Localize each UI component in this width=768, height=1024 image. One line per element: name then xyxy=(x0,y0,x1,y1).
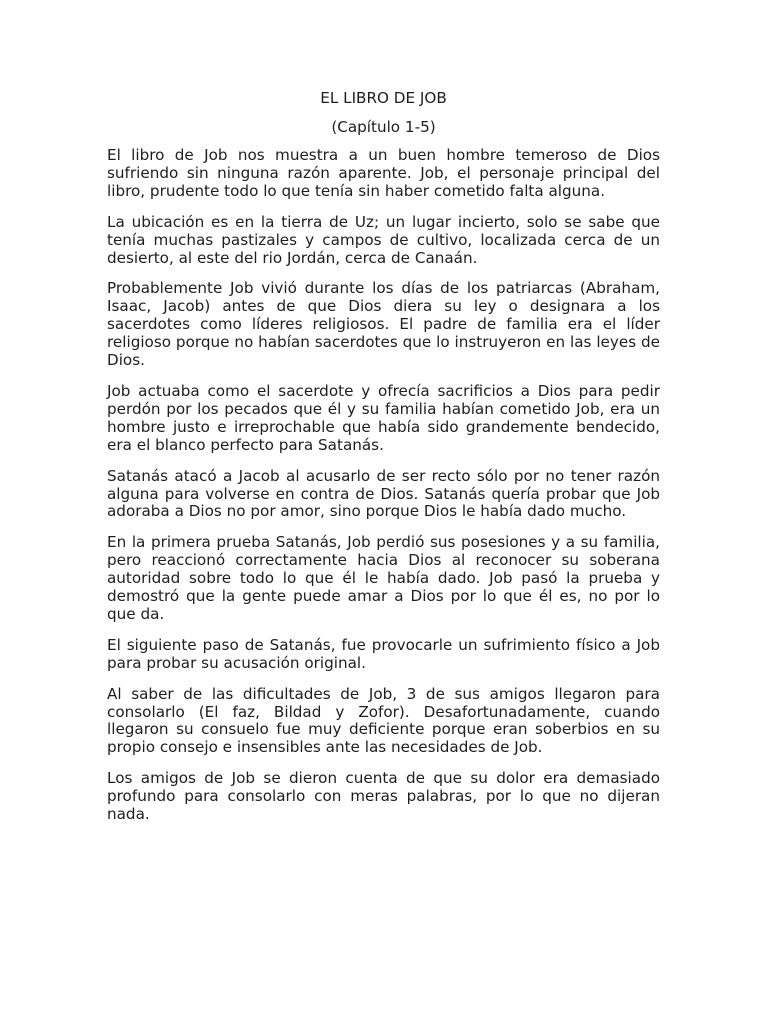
document-subtitle: (Capítulo 1-5) xyxy=(331,118,436,136)
document-page xyxy=(107,88,660,837)
paragraph-8: Al saber de las dificultades de Job, 3 de sus amigos llegaron para consolarlo (El faz, Bildad y Zofor). Desafortunadamente, cuando llegaron su consuelo fue muy deficiente porque eran soberbios en su propio consejo e insensibles ante las necesidades de Job. xyxy=(107,684,660,757)
paragraph-5: Satanás atacó a Jacob al acusarlo de ser recto sólo por no tener razón alguna para volverse en contra de Dios. Satanás quería probar que Job adoraba a Dios no por amor, sino porque Dios le había dado mucho. xyxy=(107,466,660,521)
paragraph-2: La ubicación es en la tierra de Uz; un lugar incierto, solo se sabe que tenía muchas pastizales y campos de cultivo, localizada cerca de un desierto, al este del rio Jordán, cerca de Canaán. xyxy=(107,212,660,267)
paragraph-1: El libro de Job nos muestra a un buen hombre temeroso de Dios sufriendo sin ninguna razón aparente. Job, el personaje principal del libro, prudente todo lo que tenía sin haber cometido falta alguna. xyxy=(107,146,660,200)
document-title: EL LIBRO DE JOB xyxy=(320,89,447,107)
paragraph-9: Los amigos de Job se dieron cuenta de que su dolor era demasiado profundo para consolarlo con meras palabras, por lo que no dijeran nada. xyxy=(107,769,660,824)
paragraph-6: En la primera prueba Satanás, Job perdió sus posesiones y a su familia, pero reaccionó correctamente hacia Dios al reconocer su soberana autoridad sobre todo lo que él le había dado. Job pasó la prueba y demostró que la gente puede amar a Dios por lo que él es, no por lo que da. xyxy=(107,533,660,623)
paragraph-3: Probablemente Job vivió durante los días de los patriarcas (Abraham, Isaac, Jacob) antes de que Dios diera su ley o designara a los sacerdotes como líderes religiosos. El padre de familia era el líder religioso porque no habían sacerdotes que lo instruyeron en las leyes de Dios. xyxy=(107,279,660,370)
paragraph-7: El siguiente paso de Satanás, fue provocarle un sufrimiento físico a Job para probar su acusación original. xyxy=(107,635,660,672)
paragraph-4: Job actuaba como el sacerdote y ofrecía sacrificios a Dios para pedir perdón por los pecados que él y su familia habían cometido Job, era un hombre justo e irreprochable que había sido grandemente bendecido, era el blanco perfecto para Satanás. xyxy=(107,381,660,454)
